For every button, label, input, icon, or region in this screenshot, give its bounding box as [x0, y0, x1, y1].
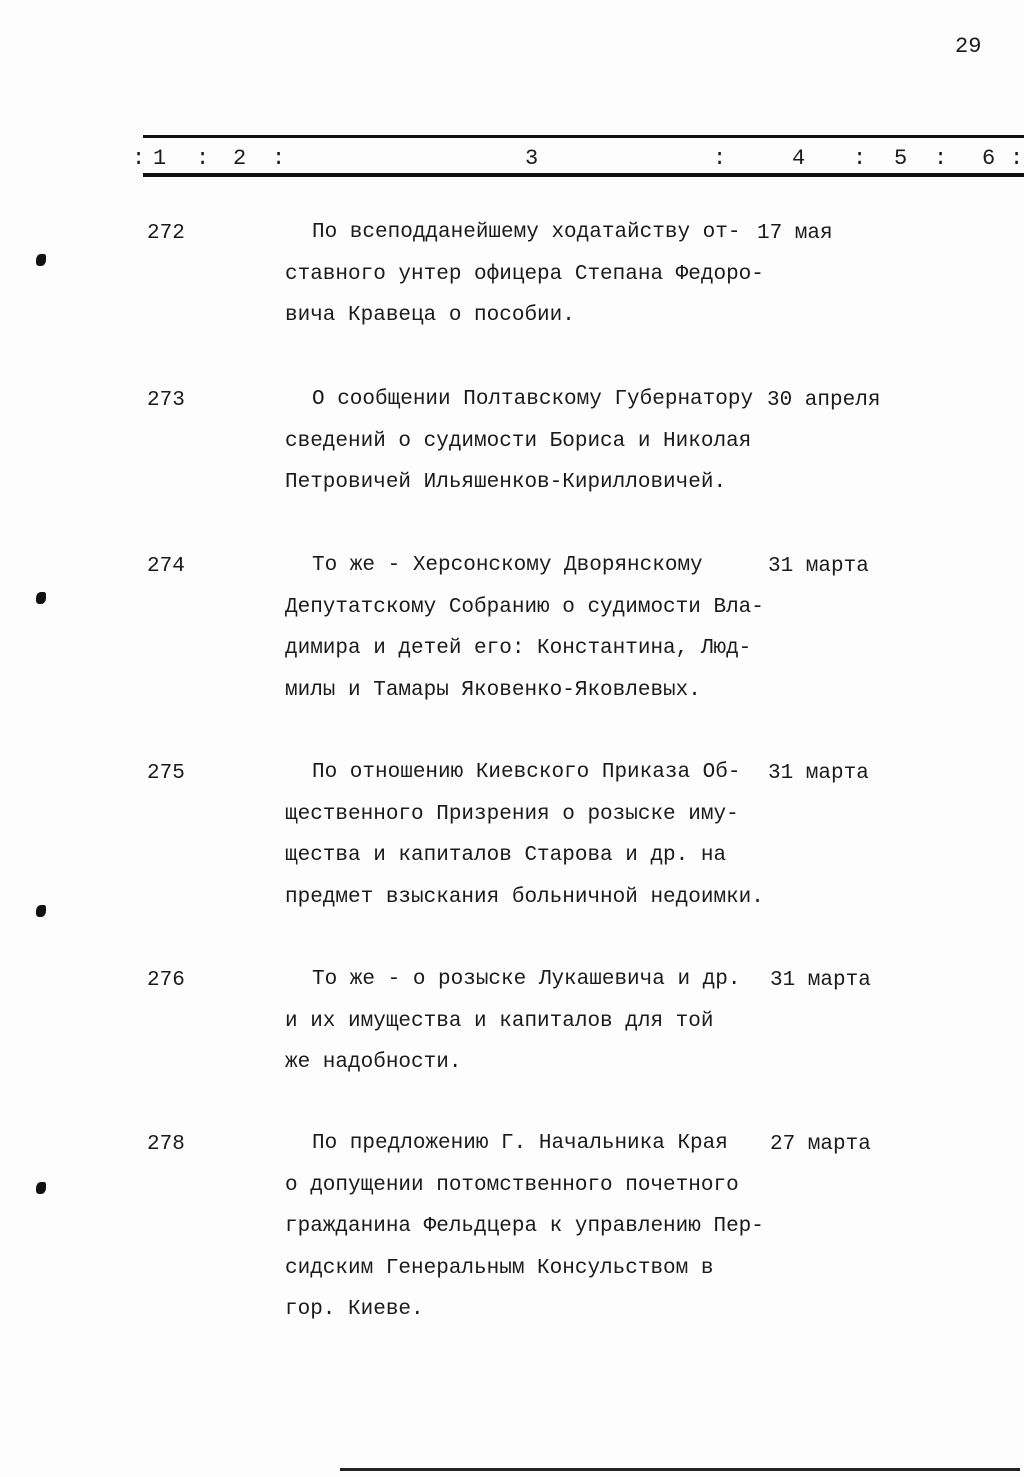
entry-text-line: о допущении потомственного почетного — [285, 1173, 739, 1197]
entry-text-line: О сообщении Полтавскому Губернатору — [312, 388, 754, 411]
entry-number: 272 — [147, 222, 185, 245]
header-sep: : — [132, 146, 146, 171]
bottom-rule — [340, 1468, 1020, 1471]
entry-text-line: гор. Киеве. — [285, 1298, 424, 1322]
entry-text-line: По предложению Г. Начальника Края — [312, 1132, 728, 1155]
entry-text-line: и их имущества и капиталов для той — [285, 1009, 714, 1033]
punch-hole-mark — [36, 1182, 46, 1194]
entry-text-line: То же - Херсонскому Дворянскому — [312, 554, 703, 577]
header-col-2: 2 — [233, 146, 247, 171]
entry-number: 276 — [147, 969, 185, 992]
page-number: 29 — [955, 34, 982, 59]
punch-hole-mark — [36, 254, 46, 266]
entry-text-line: По всеподданейшему ходатайству от- — [312, 221, 741, 244]
entry-text-line: Депутатскому Собранию о судимости Вла- — [285, 595, 764, 619]
entry-date: 31 марта — [770, 969, 871, 992]
entry-text — [285, 389, 753, 514]
header-sep: : — [196, 146, 210, 171]
entry-text — [285, 555, 764, 721]
punch-hole-mark — [36, 905, 46, 917]
header-col-5: 5 — [894, 146, 908, 171]
header-sep: : — [853, 146, 867, 171]
header-col-3: 3 — [525, 146, 539, 171]
punch-hole-mark — [36, 592, 46, 604]
entry-text-line: предмет взыскания больничной недоимки. — [285, 885, 764, 909]
entry-text-line: щества и капиталов Старова и др. на — [285, 844, 727, 868]
entry-text-line: То же - о розыске Лукашевича и др. — [312, 968, 741, 991]
entry-date: 31 марта — [768, 555, 869, 578]
header-bottom-rule — [143, 173, 1024, 177]
header-sep: : — [713, 146, 727, 171]
entry-number: 275 — [147, 762, 185, 785]
header-col-6: 6 — [982, 146, 996, 171]
entry-date: 31 марта — [768, 762, 869, 785]
entry-text-line: же надобности. — [285, 1051, 462, 1075]
entry-date: 27 марта — [770, 1133, 871, 1156]
entry-date: 17 мая — [757, 222, 833, 245]
entry-date: 30 апреля — [767, 389, 881, 412]
entry-text-line: щественного Призрения о розыске иму- — [285, 802, 739, 826]
entry-text — [285, 1133, 764, 1341]
entry-text — [285, 762, 764, 928]
entry-text-line: сведений о судимости Бориса и Николая — [285, 429, 752, 453]
entry-text-line: По отношению Киевского Приказа Об- — [312, 761, 741, 784]
entry-text-line: милы и Тамары Яковенко-Яковлевых. — [285, 678, 701, 702]
header-top-rule — [143, 135, 1024, 138]
entry-text-line: димира и детей его: Константина, Люд- — [285, 637, 752, 661]
entry-number: 278 — [147, 1133, 185, 1156]
entry-text — [285, 969, 740, 1094]
entry-text-line: ставного унтер офицера Степана Федоро- — [285, 262, 764, 286]
header-sep: : — [1010, 146, 1024, 171]
entry-text-line: гражданина Фельдцера к управлению Пер- — [285, 1215, 764, 1239]
entry-text-line: вича Кравеца о пособии. — [285, 304, 575, 328]
entry-number: 274 — [147, 555, 185, 578]
header-col-1: 1 — [153, 146, 167, 171]
entry-number: 273 — [147, 389, 185, 412]
header-sep: : — [272, 146, 286, 171]
header-col-4: 4 — [792, 146, 806, 171]
entry-text-line: сидским Генеральным Консульством в — [285, 1256, 714, 1280]
header-sep: : — [934, 146, 948, 171]
entry-text-line: Петровичей Ильяшенков-Кирилловичей. — [285, 471, 727, 495]
entry-text — [285, 222, 764, 347]
